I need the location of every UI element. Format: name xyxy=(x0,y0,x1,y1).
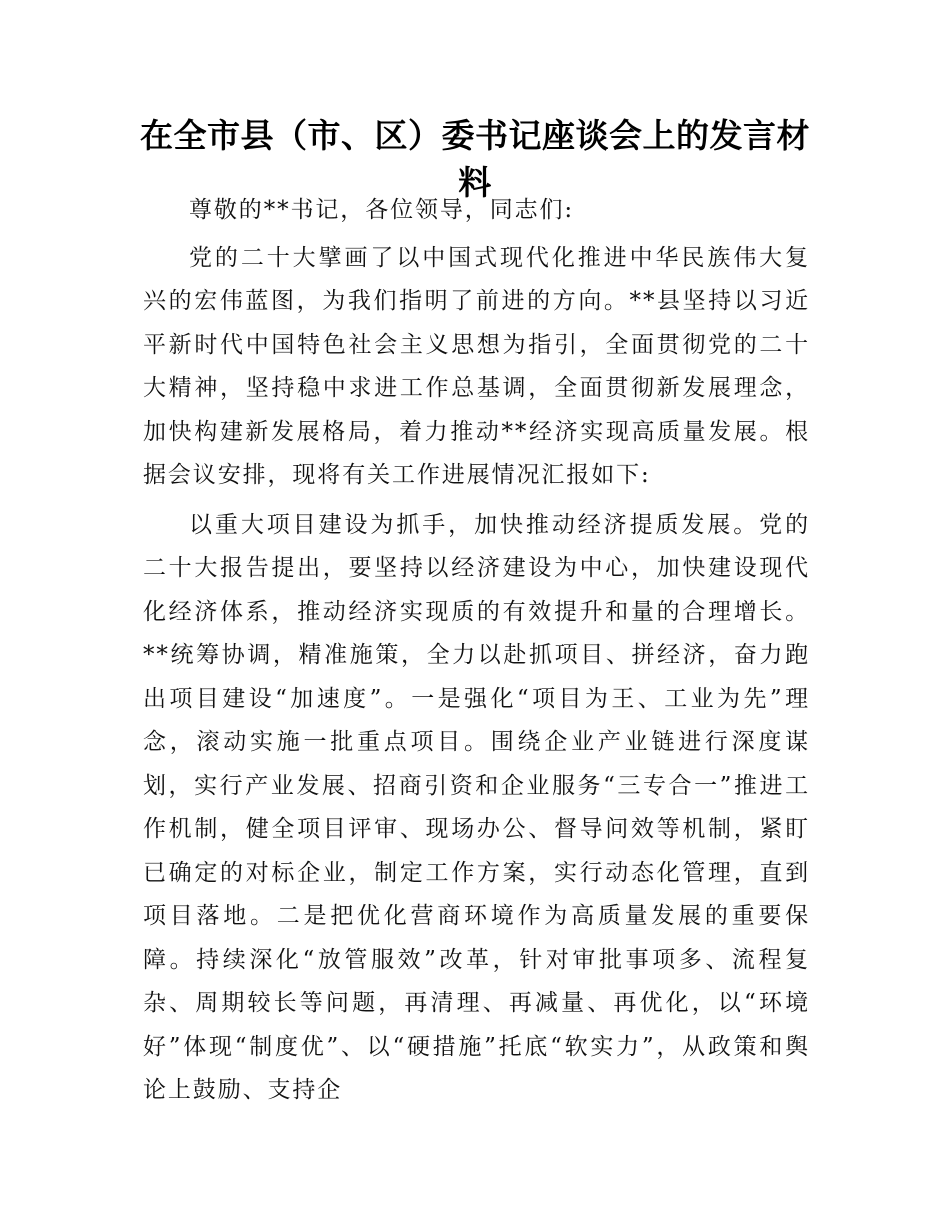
document-title: 在全市县（市、区）委书记座谈会上的发言材料 xyxy=(140,116,810,202)
intro-paragraph: 党的二十大擘画了以中国式现代化推进中华民族伟大复兴的宏伟蓝图，为我们指明了前进的方向。**县坚持以习近平新时代中国特色社会主义思想为指引，全面贯彻党的二十大精神，坚持稳中求进工作总基调，全面贯彻新发展理念，加快构建新发展格局，着力推动**经济实现高质量发展。根据会议安排，现将有关工作进展情况汇报如下: xyxy=(143,244,810,488)
greeting-paragraph: 尊敬的**书记，各位领导，同志们: xyxy=(189,197,575,223)
document-body xyxy=(143,189,810,1113)
project-construction-paragraph: 以重大项目建设为抓手，加快推动经济提质发展。党的二十大报告提出，要坚持以经济建设为中心，加快建设现代化经济体系，推动经济实现质的有效提升和量的合理增长。**统筹协调，精准施策，全力以赴抓项目、拼经济，奋力跑出项目建设“加速度”。一是强化“项目为王、工业为先”理念，滚动实施一批重点项目。围绕企业产业链进行深度谋划，实行产业发展、招商引资和企业服务“三专合一”推进工作机制，健全项目评审、现场办公、督导问效等机制，紧盯已确定的对标企业，制定工作方案，实行动态化管理，直到项目落地。二是把优化营商环境作为高质量发展的重要保障。持续深化“放管服效”改革，针对审批事项多、流程复杂、周期较长等问题，再清理、再减量、再优化，以“环境好”体现“制度优”、以“硬措施”托底“软实力”，从政策和舆论上鼓励、支持企 xyxy=(143,511,810,1103)
